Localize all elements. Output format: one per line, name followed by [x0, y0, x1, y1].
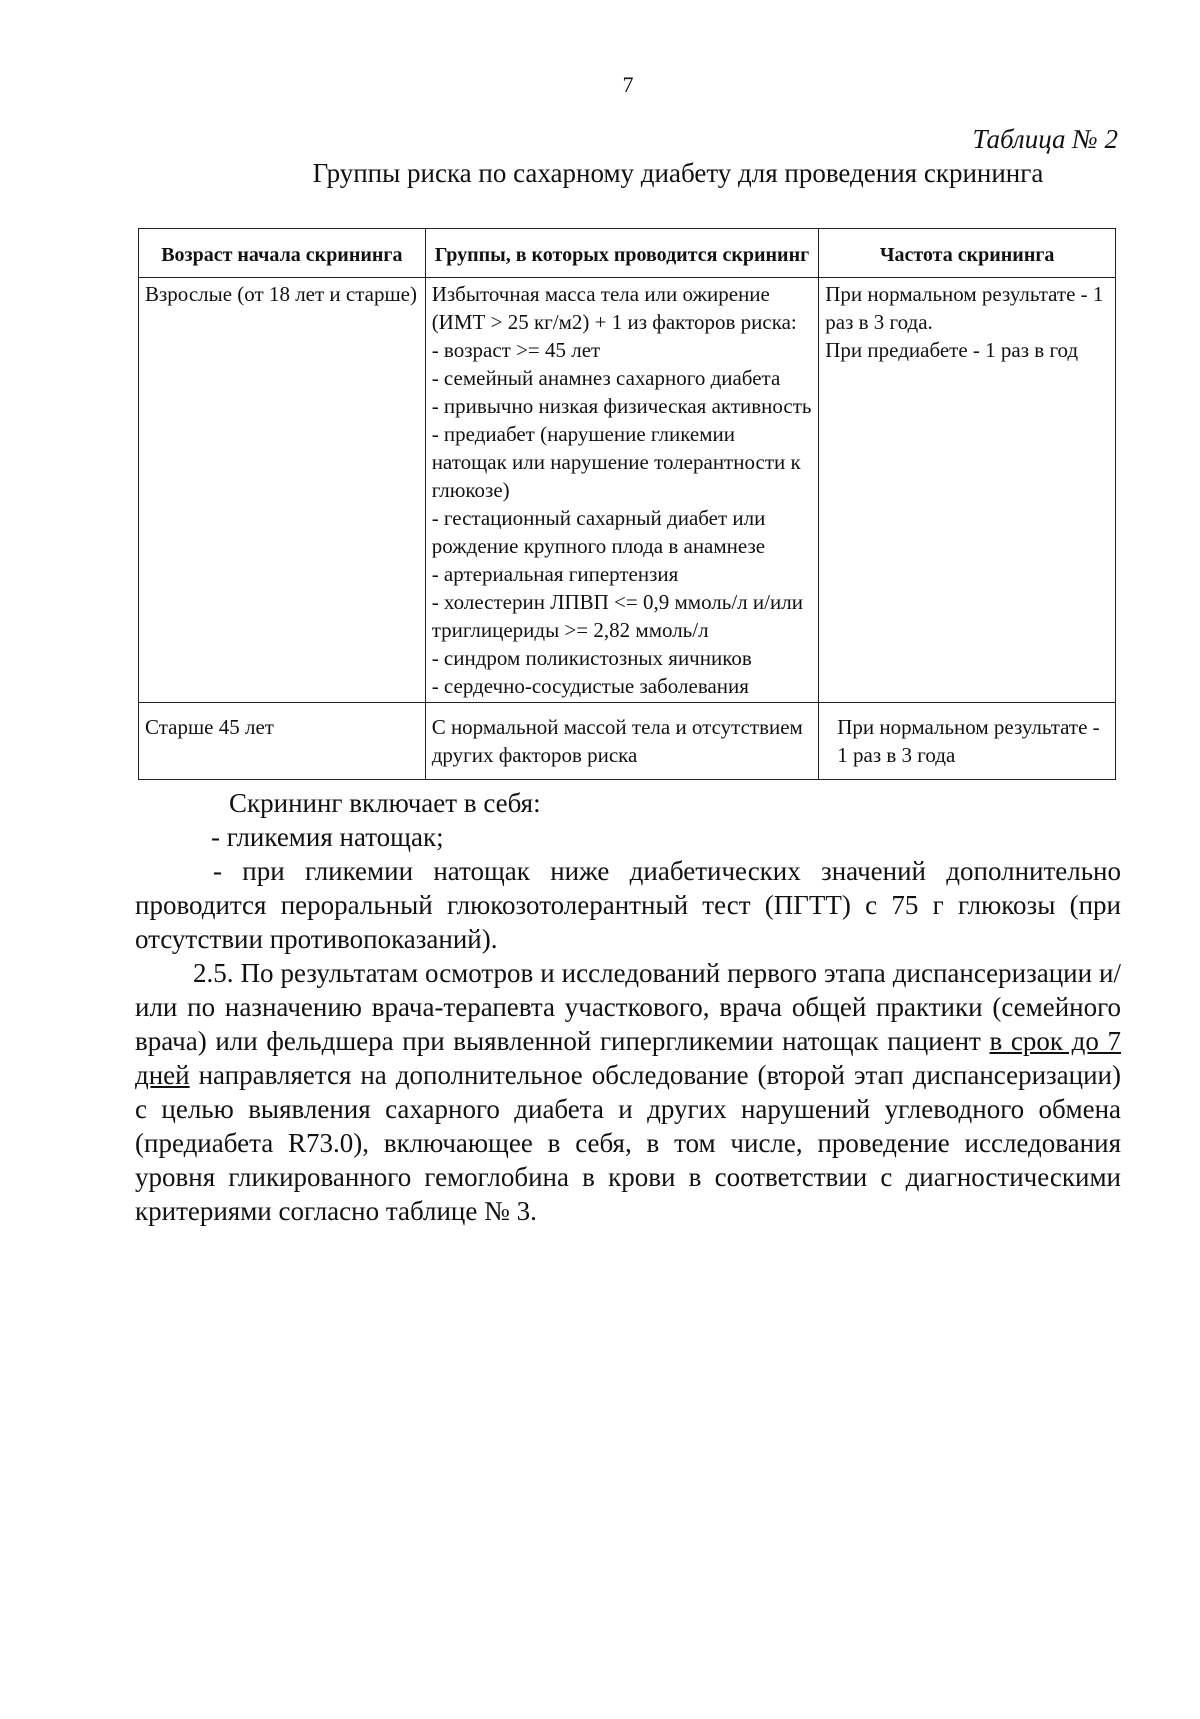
table-label: Таблица № 2	[972, 124, 1118, 154]
paragraph-text: направляется на дополнительное обследование (второй этап диспансеризации) с целью выявления сахарного диабета и других нарушений углеводного обмена (предиабета R73.0), включающее в себя, в том числе, проведение исследования уровня гликированного гемоглобина в крови в соответствии с диагностическими критериями согласно таблице № 3.	[135, 1060, 1121, 1226]
body-text	[135, 786, 1121, 1228]
header-age: Возраст начала скрининга	[139, 229, 426, 278]
group-line: - гестационный сахарный диабет или рождение крупного плода в анамнезе	[431, 506, 766, 558]
row-groups	[425, 703, 819, 780]
header-groups: Группы, в которых проводится скрининг	[425, 229, 819, 278]
page-number: 7	[622, 72, 634, 97]
paragraph-2-5	[135, 956, 1121, 1228]
risk-groups-table	[138, 228, 1116, 780]
table-header-row	[139, 229, 1116, 278]
table-row	[139, 278, 1116, 703]
group-line: - артериальная гипертензия	[431, 562, 679, 586]
screening-item-ogtt: - при гликемии натощак ниже диабетических значений дополнительно проводится пероральный глюкозотолерантный тест (ПГТТ) с 75 г глюкозы (при отсутствии противопоказаний).	[135, 856, 1121, 954]
group-line: - семейный анамнез сахарного диабета	[431, 366, 781, 390]
row-age: Старше 45 лет	[139, 703, 426, 780]
frequency-line: При предиабете - 1 раз в год	[825, 338, 1079, 362]
table-title: Группы риска по сахарному диабету для проведения скрининга	[312, 158, 1044, 188]
group-line: - синдром поликистозных яичников	[431, 646, 752, 670]
paragraph-text: 2.5. По результатам осмотров и исследований первого этапа диспансеризации и/или по назначению врача-терапевта участкового, врача общей практики (семейного врача) или фельдшера при выявленной гипергликемии натощак пациент	[135, 958, 1121, 1056]
screening-item-fasting: - гликемия натощак;	[211, 822, 444, 852]
group-line: - возраст >= 45 лет	[431, 338, 601, 362]
table-row	[139, 703, 1116, 780]
frequency-line: При нормальном результате - 1 раз в 3 года.	[825, 282, 1104, 334]
group-line: - сердечно-сосудистые заболевания	[431, 674, 749, 698]
frequency-line: При нормальном результате - 1 раз в 3 года	[837, 715, 1100, 767]
row-frequency	[819, 278, 1116, 703]
header-frequency: Частота скрининга	[819, 229, 1116, 278]
row-age: Взрослые (от 18 лет и старше)	[139, 278, 426, 703]
screening-intro: Скрининг включает в себя:	[229, 788, 541, 818]
group-line: Избыточная масса тела или ожирение (ИМТ > 25 кг/м2) + 1 из факторов риска:	[431, 282, 797, 334]
row-groups	[425, 278, 819, 703]
group-line: - холестерин ЛПВП <= 0,9 ммоль/л и/или триглицериды >= 2,82 ммоль/л	[431, 590, 803, 642]
row-frequency	[819, 703, 1116, 780]
group-line: С нормальной массой тела и отсутствием других факторов риска	[431, 715, 803, 767]
group-line: - предиабет (нарушение гликемии натощак или нарушение толерантности к глюкозе)	[431, 422, 801, 502]
group-line: - привычно низкая физическая активность	[431, 394, 812, 418]
deadline-underlined: в срок до 7 дней	[135, 1026, 1122, 1090]
